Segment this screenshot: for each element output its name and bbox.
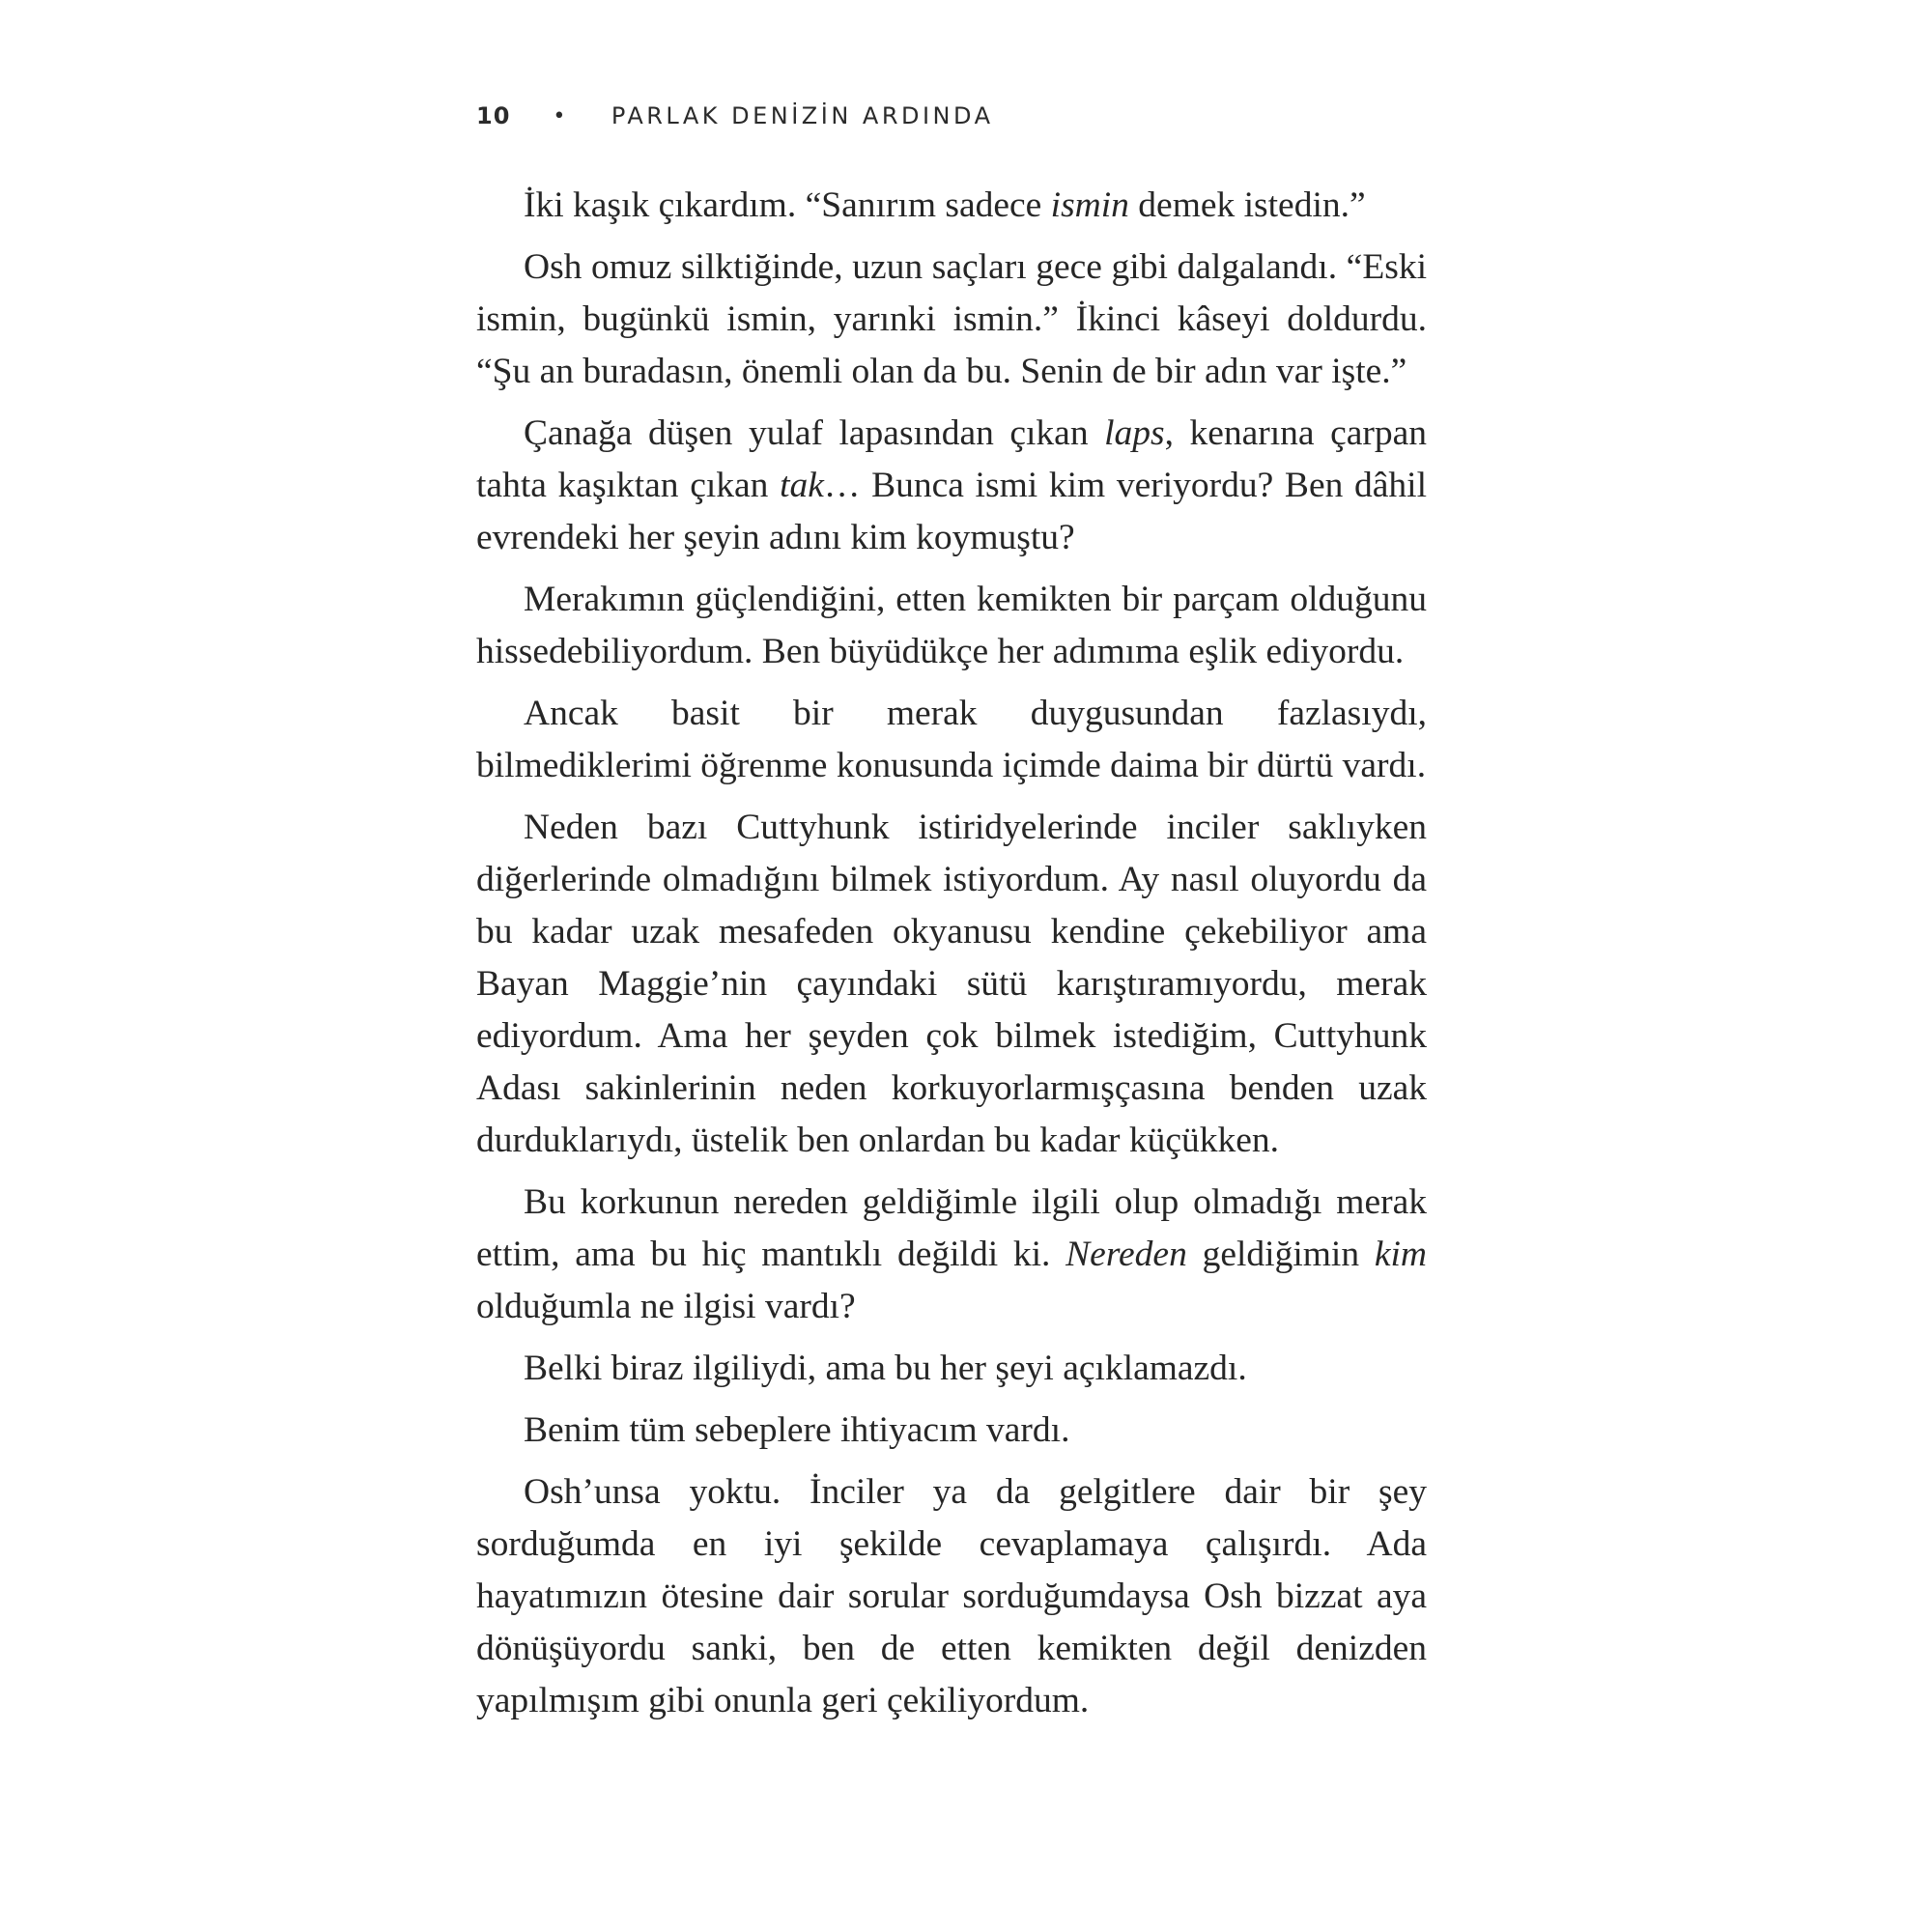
header-separator: •: [553, 103, 569, 128]
paragraph: [476, 574, 1427, 678]
running-head: [476, 97, 994, 135]
book-title: PARLAK DENİZİN ARDINDA: [611, 102, 994, 129]
page-number: 10: [476, 102, 511, 129]
paragraph: [476, 1343, 1427, 1395]
text-run: … Bunca ismi kim veriyordu? Ben dâhil evrendeki her şeyin adını kim koymuştu?: [476, 466, 1427, 557]
text-run: Osh’unsa yoktu. İnciler ya da gelgitlere dair bir şey sorduğumda en iyi şekilde cevaplamaya çalışırdı. Ada hayatımızın ötesine dair sorular sorduğumdaysa Osh bizzat aya dönüşüyordu sanki, ben de etten kemikten değil denizden yapılmışım gibi onunla geri çekiliyordum.: [476, 1472, 1427, 1720]
body-text: [476, 180, 1427, 1737]
text-run: Çanağa düşen yulaf lapasından çıkan: [524, 413, 1105, 453]
paragraph: [476, 242, 1427, 398]
text-run: geldiğimin: [1186, 1235, 1375, 1274]
paragraph: [476, 688, 1427, 792]
text-run: Benim tüm sebeplere ihtiyacım vardı.: [524, 1410, 1070, 1450]
italic-text: ismin: [1050, 185, 1129, 225]
italic-text: tak: [780, 466, 824, 505]
italic-text: Nereden: [1065, 1235, 1187, 1274]
text-run: Osh omuz silktiğinde, uzun saçları gece gibi dalgalandı. “Eski ismin, bugünkü ismin, yarınki ismin.” İkinci kâseyi doldurdu. “Şu an buradasın, önemli olan da bu. Senin de bir adın var işte.”: [476, 247, 1427, 391]
italic-text: kim: [1374, 1235, 1427, 1274]
paragraph: [476, 1177, 1427, 1333]
text-run: demek istedin.”: [1128, 185, 1366, 225]
paragraph: [476, 1405, 1427, 1457]
paragraph: [476, 1466, 1427, 1727]
text-run: Merakımın güçlendiğini, etten kemikten bir parçam olduğunu hissedebiliyordum. Ben büyüdükçe her adımıma eşlik ediyordu.: [476, 580, 1427, 671]
text-run: Neden bazı Cuttyhunk istiridyelerinde inciler saklıyken diğerlerinde olmadığını bilmek istiyordum. Ay nasıl oluyordu da bu kadar uzak mesafeden okyanusu kendine çekebiliyor ama Bayan Maggie’nin çayındaki sütü karıştıramıyordu, merak ediyordum. Ama her şeyden çok bilmek istediğim, Cuttyhunk Adası sakinlerinin neden korkuyorlarmışçasına benden uzak durduklarıydı, üstelik ben onlardan bu kadar küçükken.: [476, 808, 1427, 1160]
italic-text: laps: [1104, 413, 1165, 453]
paragraph: [476, 408, 1427, 564]
text-run: Bu korkunun nereden geldiğimle ilgili olup olmadığı merak ettim, ama bu hiç mantıklı değildi ki.: [476, 1182, 1427, 1274]
paragraph: [476, 802, 1427, 1167]
text-run: Ancak basit bir merak duygusundan fazlasıydı, bilmediklerimi öğrenme konusunda içimde daima bir dürtü vardı.: [476, 694, 1427, 785]
text-run: , kenarına çarpan tahta kaşıktan çıkan: [476, 413, 1427, 505]
text-run: olduğumla ne ilgisi vardı?: [476, 1287, 856, 1326]
text-run: Belki biraz ilgiliydi, ama bu her şeyi açıklamazdı.: [524, 1349, 1247, 1388]
text-run: İki kaşık çıkardım. “Sanırım sadece: [524, 185, 1051, 225]
paragraph: [476, 180, 1427, 232]
